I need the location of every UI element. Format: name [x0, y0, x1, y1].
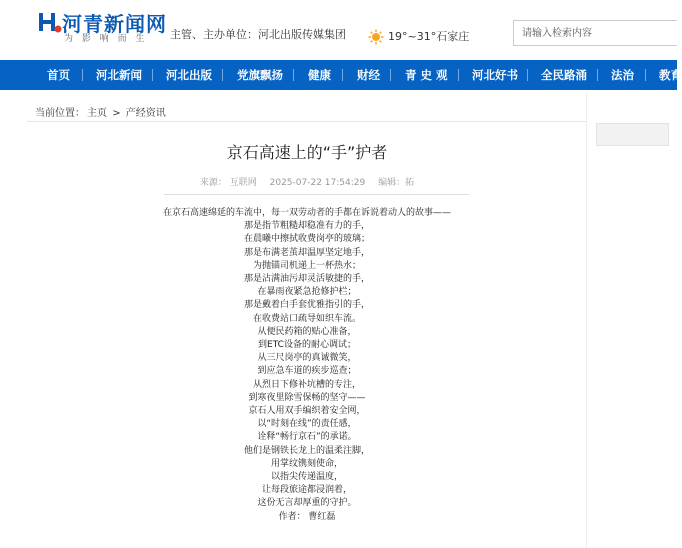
weather-text: 19°~31°石家庄 [388, 30, 470, 43]
body-line: 在晨曦中擦拭收费岗亭的玻璃； [243, 234, 370, 245]
divider [27, 121, 587, 122]
site-header [0, 0, 677, 60]
nav-item-education[interactable]: 教育 [659, 68, 682, 82]
nav-divider [222, 69, 223, 81]
nav-item-party-flag[interactable]: 党旗飘扬 [237, 68, 283, 82]
breadcrumb-separator: > [112, 108, 121, 119]
body-line: 让每段旅途都浸润着， [261, 485, 352, 496]
weather-widget [368, 28, 469, 45]
article-date: 2025-07-22 17:54:29 [269, 178, 366, 188]
article-title: 京石高速上的“手”护者 [226, 143, 388, 162]
nav-item-law[interactable]: 法治 [611, 68, 634, 82]
host-info: 主管、主办单位：河北出版传媒集团 [170, 28, 346, 41]
breadcrumb-home[interactable]: 主页 [87, 108, 107, 119]
body-line: 到寒夜里除雪保畅的坚守—— [248, 392, 366, 403]
nav-divider [390, 69, 391, 81]
nav-item-finance[interactable]: 财经 [357, 68, 380, 82]
search-box [513, 20, 677, 46]
nav-divider [342, 69, 343, 81]
article-body [27, 207, 587, 524]
article-editor: 编辑：拓 [378, 178, 415, 188]
body-line: 从便民药箱的贴心准备， [257, 326, 357, 337]
nav-item-history[interactable]: 青 史 观 [405, 68, 448, 82]
breadcrumb-section[interactable]: 产经资讯 [125, 108, 166, 119]
nav-item-health[interactable]: 健康 [308, 68, 331, 82]
divider [164, 194, 469, 195]
body-line: 在京石高速绵延的车流中，每一双劳动者的手都在诉说着动人的故事—— [162, 208, 451, 218]
nav-divider [597, 69, 598, 81]
body-line: 用掌纹镌刻使命， [270, 458, 343, 469]
nav-item-home[interactable]: 首页 [47, 68, 70, 82]
search-input[interactable] [514, 22, 680, 46]
body-line: 这份无言却厚重的守护。 [257, 498, 357, 509]
sidebar-box [596, 123, 669, 146]
body-line: 那是沾满油污却灵活敏捷的手， [243, 274, 370, 285]
breadcrumb [35, 104, 168, 119]
body-line: 他们是钢铁长龙上的温柔注脚， [243, 445, 370, 456]
body-line: 到ETC设备的耐心调试； [258, 340, 356, 351]
body-line: 那是戴着白手套优雅指引的手， [243, 300, 370, 311]
nav-divider [645, 69, 646, 81]
breadcrumb-prefix: 当前位置： [35, 108, 85, 119]
body-line: 在暴雨夜紧急抢修护栏； [257, 287, 357, 298]
nav-divider [458, 69, 459, 81]
nav-item-good-books[interactable]: 河北好书 [472, 68, 518, 82]
article-source: 来源： 互联网 [199, 178, 257, 188]
body-line: 到应急车道的疾步巡查； [257, 366, 357, 377]
body-line: 以指尖传递温度， [270, 472, 343, 483]
nav-divider [527, 69, 528, 81]
body-line: 为抛锚司机递上一杯热水； [252, 260, 361, 271]
nav-item-hebei-news[interactable]: 河北新闻 [96, 68, 142, 82]
body-line: 以“时刻在线”的责任感， [257, 419, 357, 430]
nav-divider [293, 69, 294, 81]
nav-item-reading[interactable]: 全民路涌 [541, 68, 587, 82]
logo-mark-icon [38, 9, 62, 35]
body-line: 京石人用双手编织着安全网， [248, 406, 366, 417]
logo-text: 河青新闻网 [62, 12, 167, 36]
site-logo[interactable] [38, 9, 168, 43]
sun-icon [368, 29, 384, 45]
body-line: 那是布满老茧却温厚坚定地手， [243, 247, 370, 258]
nav-item-hebei-publishing[interactable]: 河北出版 [166, 68, 212, 82]
body-line: 从烈日下修补坑槽的专注， [252, 379, 361, 390]
body-line: 在收费站口疏导如织车流。 [252, 313, 361, 324]
body-line: 诠释“畅行京石”的承诺。 [257, 432, 357, 443]
body-line: 从三尺岗亭的真诚微笑， [257, 353, 357, 364]
nav-divider [82, 69, 83, 81]
article-meta [27, 175, 587, 188]
main-nav [0, 60, 682, 90]
logo-slogan: 为 影 响 而 生 [64, 34, 148, 44]
article-author: 作者： 曹红磊 [278, 511, 336, 522]
nav-divider [152, 69, 153, 81]
body-line: 那是指节粗糙却稳准有力的手， [243, 221, 370, 232]
